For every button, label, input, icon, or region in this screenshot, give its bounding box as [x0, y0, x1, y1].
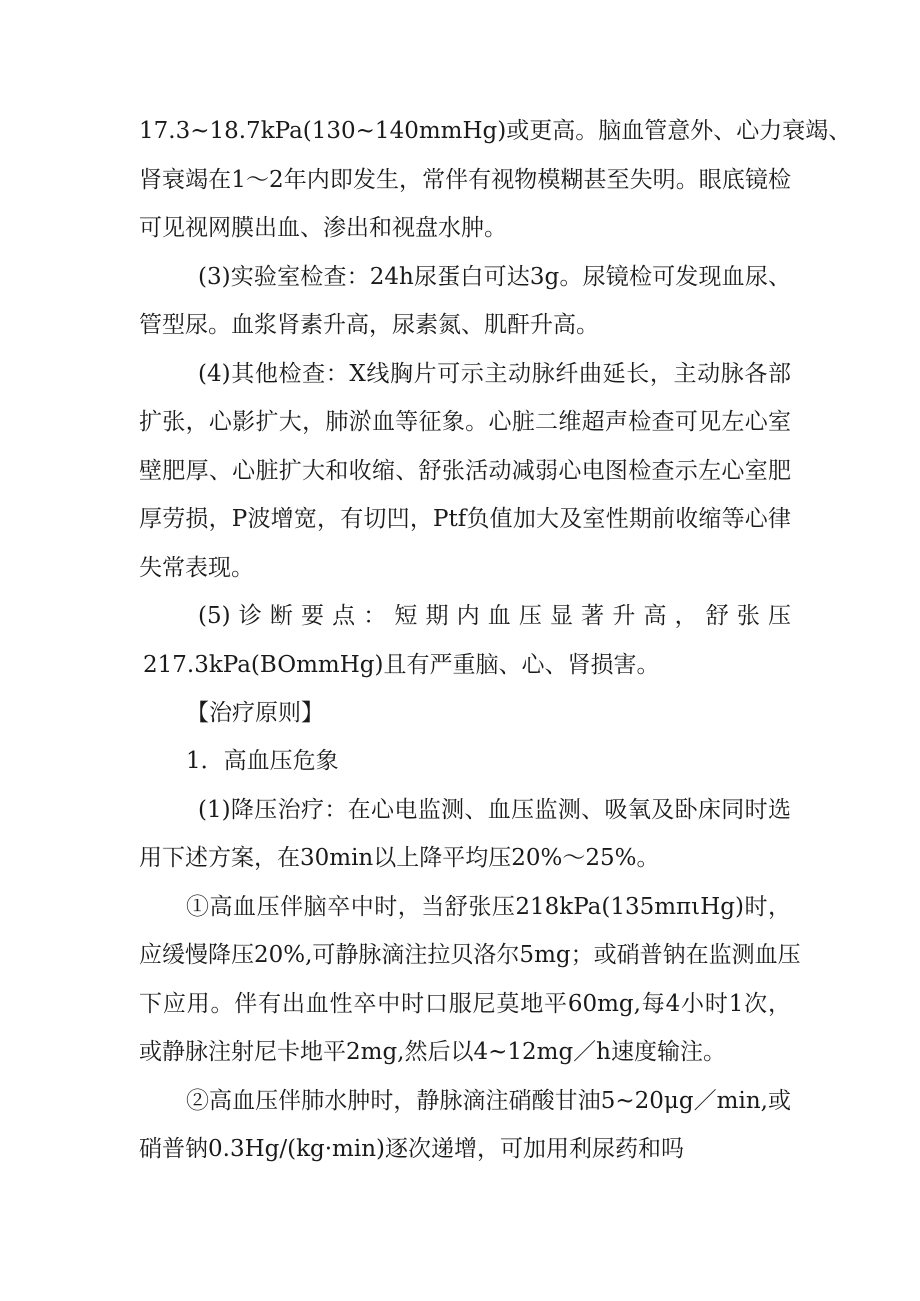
paragraph-line: 17.3~18.7kPa(130~140mmHg)或更高。脑血管意外、心力衰竭、 [139, 118, 852, 144]
paragraph-line: 可见视网膜出血、渗出和视盘水肿。 [139, 215, 507, 241]
paragraph-line: (3)实验室检查：24h尿蛋白可达3g。尿镜检可发现血尿、 [198, 264, 791, 290]
paragraph-line: (4)其他检查：X线胸片可示主动脉纤曲延长，主动脉各部 [198, 361, 791, 387]
paragraph-line: (1)降压治疗：在心电监测、血压监测、吸氧及卧床同时选 [198, 797, 791, 823]
paragraph-line: ①高血压伴脑卒中时，当舒张压218kPa(135mπιHg)时， [186, 894, 791, 920]
paragraph-line: 或静脉注射尼卡地平2mg,然后以4~12mg／h速度输注。 [139, 1039, 726, 1065]
paragraph-line: 扩张，心影扩大，肺淤血等征象。心脏二维超声检查可见左心室 [139, 409, 791, 435]
paragraph-line: ②高血压伴肺水肿时，静脉滴注硝酸甘油5~20μg／min,或 [186, 1088, 791, 1114]
paragraph-line: 用下述方案，在30min以上降平均压20%～25%。 [139, 845, 660, 871]
paragraph-line: 下应用。伴有出血性卒中时口服尼莫地平60mg,每4小时1次， [139, 991, 791, 1017]
paragraph-line: 硝普钠0.3Hg/(kg·min)逐次递增，可加用利尿药和吗 [139, 1136, 685, 1162]
paragraph-line: 失常表现。 [139, 555, 254, 581]
paragraph-line: 肾衰竭在1～2年内即发生，常伴有视物模糊甚至失明。眼底镜检 [139, 167, 791, 193]
paragraph-line: 应缓慢降压20%,可静脉滴注拉贝洛尔5mg；或硝普钠在监测血压 [139, 942, 801, 968]
paragraph-line: 壁肥厚、心脏扩大和收缩、舒张活动减弱心电图检查示左心室肥 [139, 458, 791, 484]
paragraph-line: 厚劳损，P波增宽，有切凹，Ptf负值加大及室性期前收缩等心律 [139, 506, 791, 532]
paragraph-line: 管型尿。血浆肾素升高，尿素氮、肌酐升高。 [139, 312, 599, 338]
subsection-heading: 1．高血压危象 [186, 748, 339, 774]
paragraph-line: 217.3kPa(BOmmHg)且有严重脑、心、肾损害。 [143, 652, 660, 678]
section-heading: 【治疗原则】 [186, 700, 324, 726]
paragraph-line: (5)诊断要点：短期内血压显著升高，舒张压 [198, 603, 791, 629]
